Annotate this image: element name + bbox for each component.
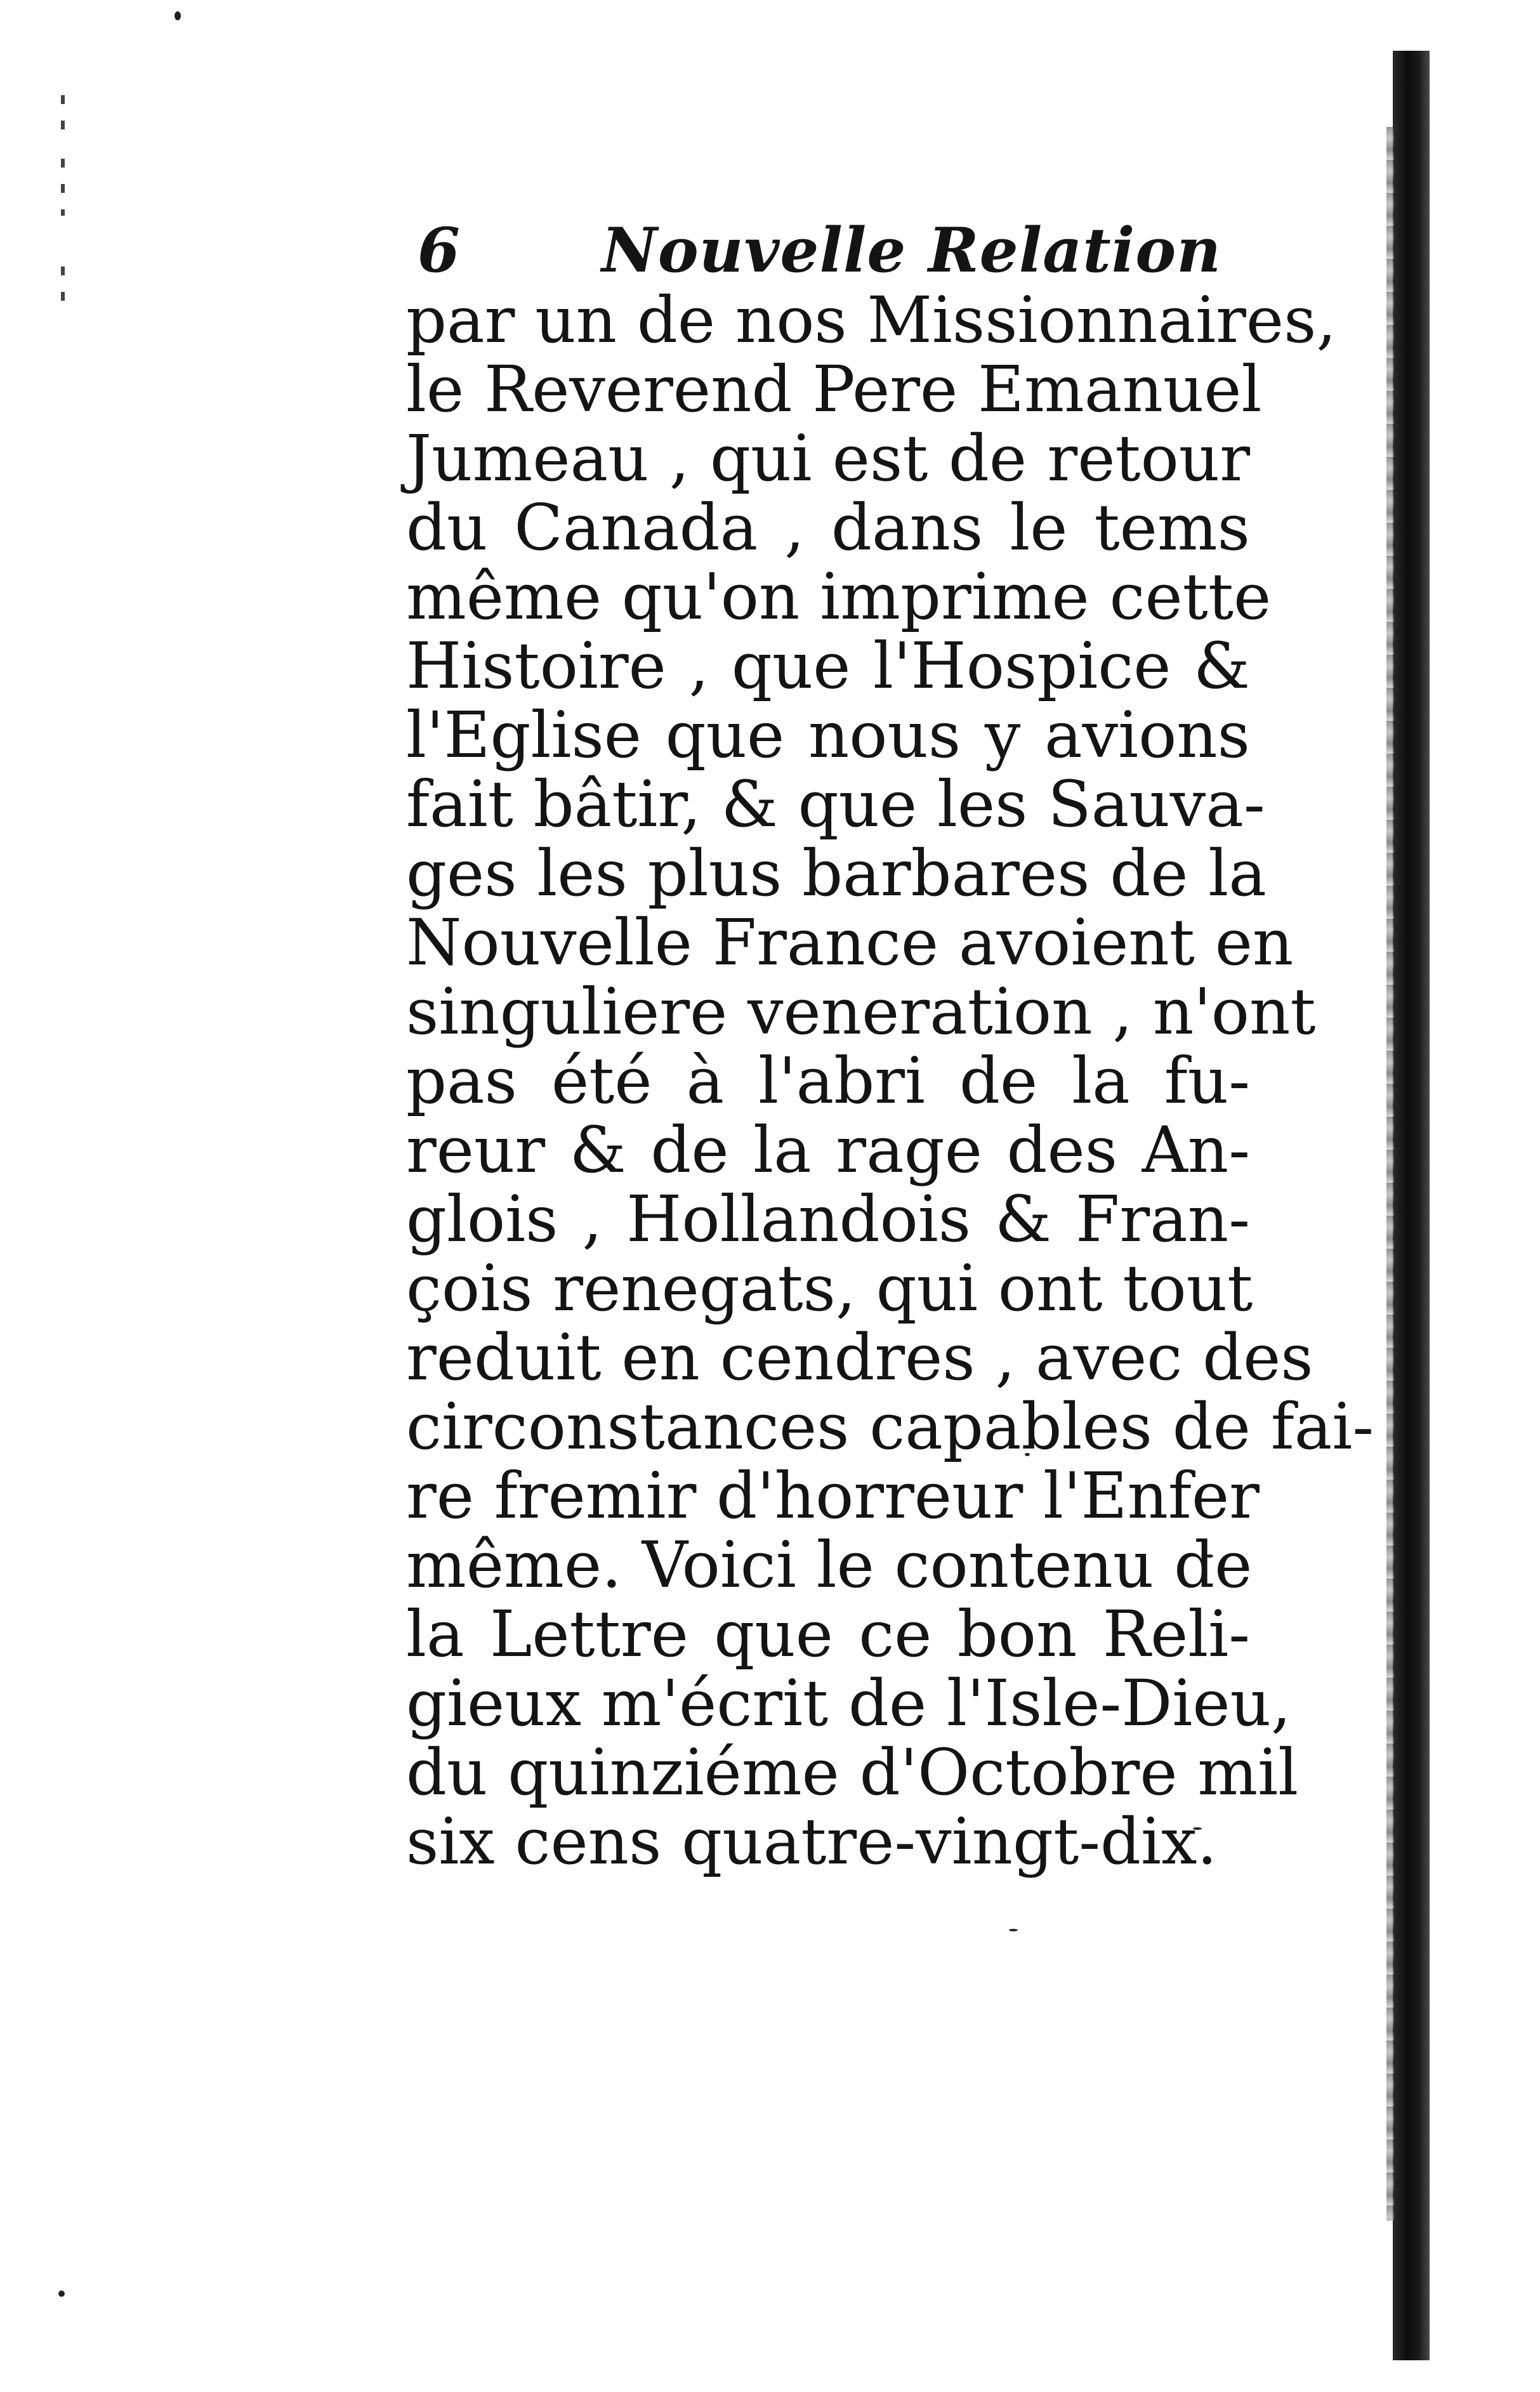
scan-speck: [174, 11, 181, 20]
text-line: çois renegats, qui ont tout: [406, 1251, 1253, 1325]
body-text: [406, 283, 1374, 1879]
text-line: pas été à l'abri de la fu-: [406, 1044, 1250, 1118]
text-line: l'Eglise que nous y avions: [406, 698, 1250, 772]
text-line: Jumeau , qui est de retour: [406, 421, 1250, 496]
text-line: glois , Hollandois & Fran-: [406, 1182, 1250, 1256]
text-line: six cens quatre-vingt-dix.: [406, 1804, 1218, 1879]
scan-speck: [58, 2290, 65, 2297]
text-line: le Reverend Pere Emanuel: [406, 352, 1262, 426]
running-head: [418, 209, 1306, 292]
text-line: singuliere veneration , n'ont: [406, 975, 1316, 1049]
text-line: même. Voici le contenu de: [406, 1528, 1253, 1602]
text-line: ges les plus barbares de la: [406, 836, 1267, 910]
text-line: reur & de la rage des An-: [406, 1113, 1250, 1187]
scan-left-mark: [61, 159, 65, 216]
text-line: reduit en cendres , avec des: [406, 1320, 1313, 1395]
scan-margin-edge: [1386, 127, 1394, 2221]
text-line: même qu'on imprime cette: [406, 560, 1272, 634]
text-line: re fremir d'horreur l'Enfer: [406, 1459, 1260, 1533]
text-line: du quinziéme d'Octobre mil: [406, 1735, 1299, 1810]
text-line: du Canada , dans le tems: [406, 490, 1250, 565]
scan-margin-shadow: [1393, 51, 1430, 2360]
text-line: circonstances capables de fai-: [406, 1390, 1374, 1464]
page-number: 6: [418, 214, 460, 286]
text-line: la Lettre que ce bon Reli-: [406, 1597, 1250, 1671]
text-line: Histoire , que l'Hospice &: [406, 629, 1250, 703]
running-title: Nouvelle Relation: [602, 214, 1222, 286]
text-line: fait bâtir, & que les Sauva-: [406, 767, 1265, 841]
scan-speck: [1009, 1929, 1018, 1931]
text-line: Nouvelle France avoient en: [406, 905, 1294, 980]
scan-left-mark: [61, 95, 65, 133]
scan-left-mark: [61, 266, 65, 311]
text-line: gieux m'écrit de l'Isle-Dieu,: [406, 1666, 1291, 1740]
text-line: par un de nos Missionnaires,: [406, 283, 1337, 357]
